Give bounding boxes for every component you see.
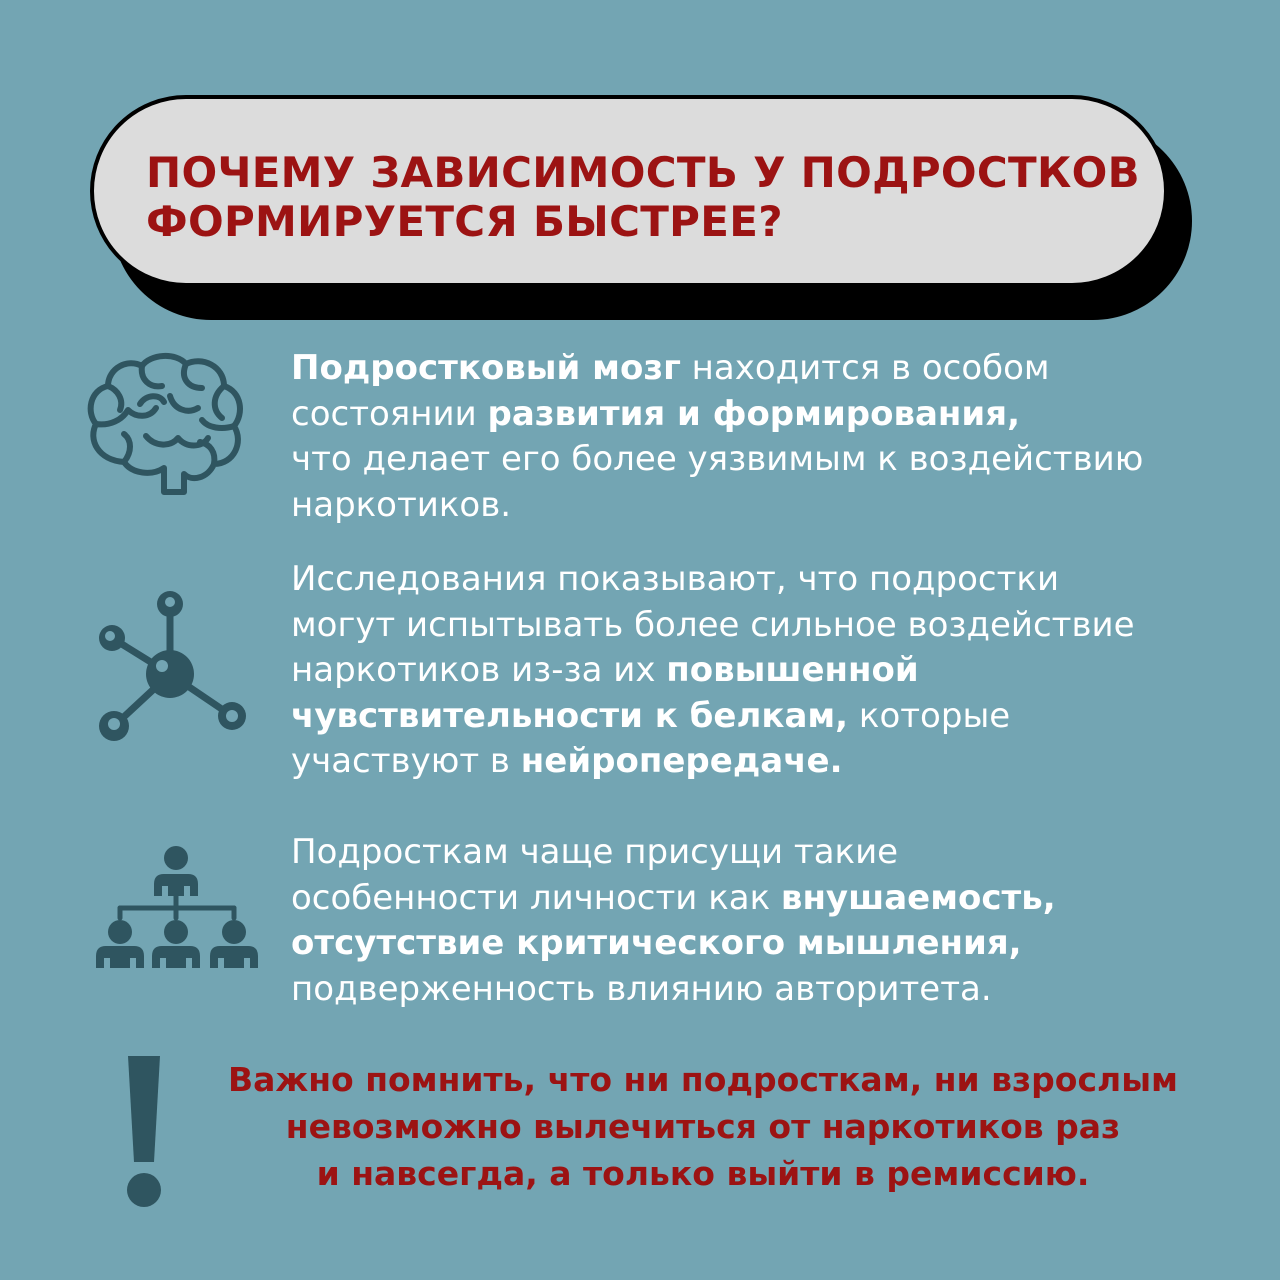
paragraph-personality <box>291 830 1191 1012</box>
molecule-text-4: которые <box>848 695 1011 736</box>
molecule-text-5: участвуют в <box>291 741 521 782</box>
warning-text <box>160 1056 1246 1197</box>
title-line-1: ПОЧЕМУ ЗАВИСИМОСТЬ У ПОДРОСТКОВ <box>146 148 1140 197</box>
brain-line-1 <box>291 348 1050 388</box>
title-line-2: ФОРМИРУЕТСЯ БЫСТРЕЕ? <box>146 197 783 246</box>
personality-bold-3: отсутствие критического мышления, <box>291 923 1022 964</box>
brain-bold-1: Подростковый мозг <box>291 348 681 388</box>
brain-line-3: что делает его более уязвимым к воздействию <box>291 439 1144 480</box>
molecule-bold-5: нейропередаче. <box>520 741 843 782</box>
personality-line-3 <box>291 923 1022 963</box>
warning-line-1: Важно помнить, что ни подросткам, ни взрослым <box>227 1060 1179 1099</box>
brain-line-2 <box>291 394 1020 434</box>
molecule-line-5 <box>291 741 843 781</box>
page-title <box>146 148 1146 246</box>
brain-text-1: находится в особом <box>680 348 1050 388</box>
brain-bold-2: развития и формирования, <box>487 393 1020 434</box>
molecule-line-2: могут испытывать более сильное воздействие <box>291 604 1135 645</box>
personality-line-4: подверженность влиянию авторитета. <box>291 968 992 1009</box>
molecule-icon <box>94 588 246 744</box>
personality-line-1: Подросткам чаще присущи такие <box>291 832 899 872</box>
molecule-line-4 <box>291 696 1010 736</box>
brain-icon <box>84 352 246 497</box>
personality-text-2: особенности личности как <box>291 877 781 918</box>
warning-line-2: невозможно вылечиться от наркотиков раз <box>285 1107 1121 1146</box>
molecule-text-3: наркотиков из-за их <box>291 650 667 691</box>
warning-line-3: и навсегда, а только выйти в ремиссию. <box>316 1154 1090 1193</box>
molecule-line-1: Исследования показывают, что подростки <box>291 559 1060 599</box>
personality-bold-2: внушаемость, <box>780 877 1056 918</box>
molecule-bold-3: повышенной <box>666 650 919 691</box>
paragraph-molecule <box>291 557 1191 785</box>
paragraph-brain <box>291 346 1191 528</box>
brain-line-4: наркотиков. <box>291 484 512 525</box>
hierarchy-icon <box>94 846 260 970</box>
molecule-bold-4: чувствительности к белкам, <box>291 695 849 736</box>
brain-text-2: состоянии <box>291 393 488 434</box>
molecule-line-3 <box>291 650 919 690</box>
personality-line-2 <box>291 878 1056 918</box>
